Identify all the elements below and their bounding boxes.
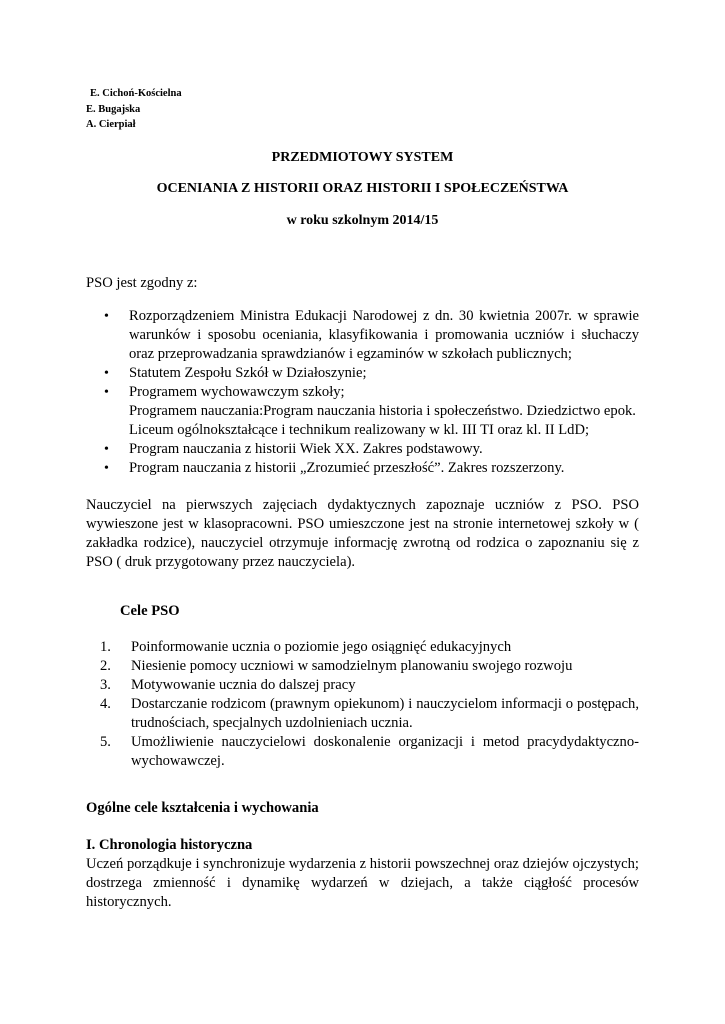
title-line-3: w roku szkolnym 2014/15 bbox=[286, 213, 439, 228]
list-item bbox=[100, 638, 639, 657]
list-item bbox=[100, 657, 639, 676]
bullet-text: Rozporządzeniem Ministra Edukacji Narodowej z dn. 30 kwietnia 2007r. w sprawie warunków i sposobu oceniania, klasyfikowania i promowania uczniów i słuchaczy oraz przeprowadzania sprawdzianów i egzaminów w szkołach publicznych; bbox=[129, 308, 639, 362]
intro-text: PSO jest zgodny z: bbox=[86, 275, 198, 291]
author-1: E. Cichoń-Kościelna bbox=[90, 88, 182, 99]
bullet-text: Statutem Zespołu Szkół w Działoszynie; bbox=[129, 365, 367, 381]
list-item bbox=[104, 307, 639, 364]
goal-text: Poinformowanie ucznia o poziomie jego osiągnięć edukacyjnych bbox=[131, 639, 512, 655]
goals-heading: Cele PSO bbox=[120, 603, 180, 619]
bullet-icon: • bbox=[104, 309, 109, 324]
goal-number: 5. bbox=[100, 734, 111, 750]
list-item bbox=[104, 364, 639, 383]
goal-text: Dostarczanie rodzicom (prawnym opiekunom) i nauczycielom informacji o postępach, trudnościach, specjalnych uzdolnieniach ucznia. bbox=[131, 696, 639, 731]
authors-block bbox=[86, 86, 182, 133]
goal-number: 1. bbox=[100, 639, 111, 655]
bullet-text: Programem wychowawczym szkoły; bbox=[129, 384, 345, 400]
goal-number: 2. bbox=[100, 658, 111, 674]
author-3: A. Cierpiał bbox=[86, 119, 136, 130]
list-item bbox=[104, 383, 639, 440]
list-item bbox=[100, 733, 639, 771]
list-item bbox=[104, 459, 639, 478]
section-heading-chronology: I. Chronologia historyczna bbox=[86, 837, 253, 853]
title-line-1: PRZEDMIOTOWY SYSTEM bbox=[271, 150, 454, 165]
bullet-icon: • bbox=[104, 385, 109, 400]
goal-number: 4. bbox=[100, 696, 111, 712]
goal-text: Motywowanie ucznia do dalszej pracy bbox=[131, 677, 356, 693]
bullet-icon: • bbox=[104, 461, 109, 476]
goal-text: Umożliwienie nauczycielowi doskonalenie organizacji i metod pracydydaktyczno-wychowawczej. bbox=[131, 734, 639, 769]
bullet-text: Program nauczania z historii Wiek XX. Zakres podstawowy. bbox=[129, 441, 483, 457]
goal-text: Niesienie pomocy uczniowi w samodzielnym planowaniu swojego rozwoju bbox=[131, 658, 573, 674]
list-item bbox=[100, 695, 639, 733]
section-text-chronology: Uczeń porządkuje i synchronizuje wydarzenia z historii powszechnej oraz dziejów ojczystych; dostrzega zmienność i dynamikę wydarzeń w dziejach, a także ciągłość procesów historycznych. bbox=[86, 856, 639, 910]
paragraph-intro-pso: Nauczyciel na pierwszych zajęciach dydaktycznych zapoznaje uczniów z PSO. PSO wywieszone jest w klasopracowni. PSO umieszczone jest na stronie internetowej szkoły w ( zakładka rodzice), nauczyciel otrzymuje informację zwrotną od rodzica o zapoznaniu się z PSO ( druk przygotowany przez nauczyciela). bbox=[86, 497, 639, 570]
list-item bbox=[104, 440, 639, 459]
bullet-icon: • bbox=[104, 366, 109, 381]
goal-number: 3. bbox=[100, 677, 111, 693]
author-2: E. Bugajska bbox=[86, 103, 141, 115]
title-line-2: OCENIANIA Z HISTORII ORAZ HISTORII I SPOŁECZEŃSTWA bbox=[156, 181, 569, 196]
general-goals-heading: Ogólne cele kształcenia i wychowania bbox=[86, 800, 319, 816]
bullet-icon: • bbox=[104, 442, 109, 457]
goals-list bbox=[100, 638, 639, 771]
list-item bbox=[100, 676, 639, 695]
bullet-list bbox=[104, 307, 639, 478]
bullet-continuation: Programem nauczania:Program nauczania historia i społeczeństwo. Dziedzictwo epok. Liceum ogólnokształcące i technikum realizowany w kl. III TI oraz kl. II LdD; bbox=[129, 403, 636, 438]
bullet-text: Program nauczania z historii „Zrozumieć przeszłość”. Zakres rozszerzony. bbox=[129, 460, 565, 476]
